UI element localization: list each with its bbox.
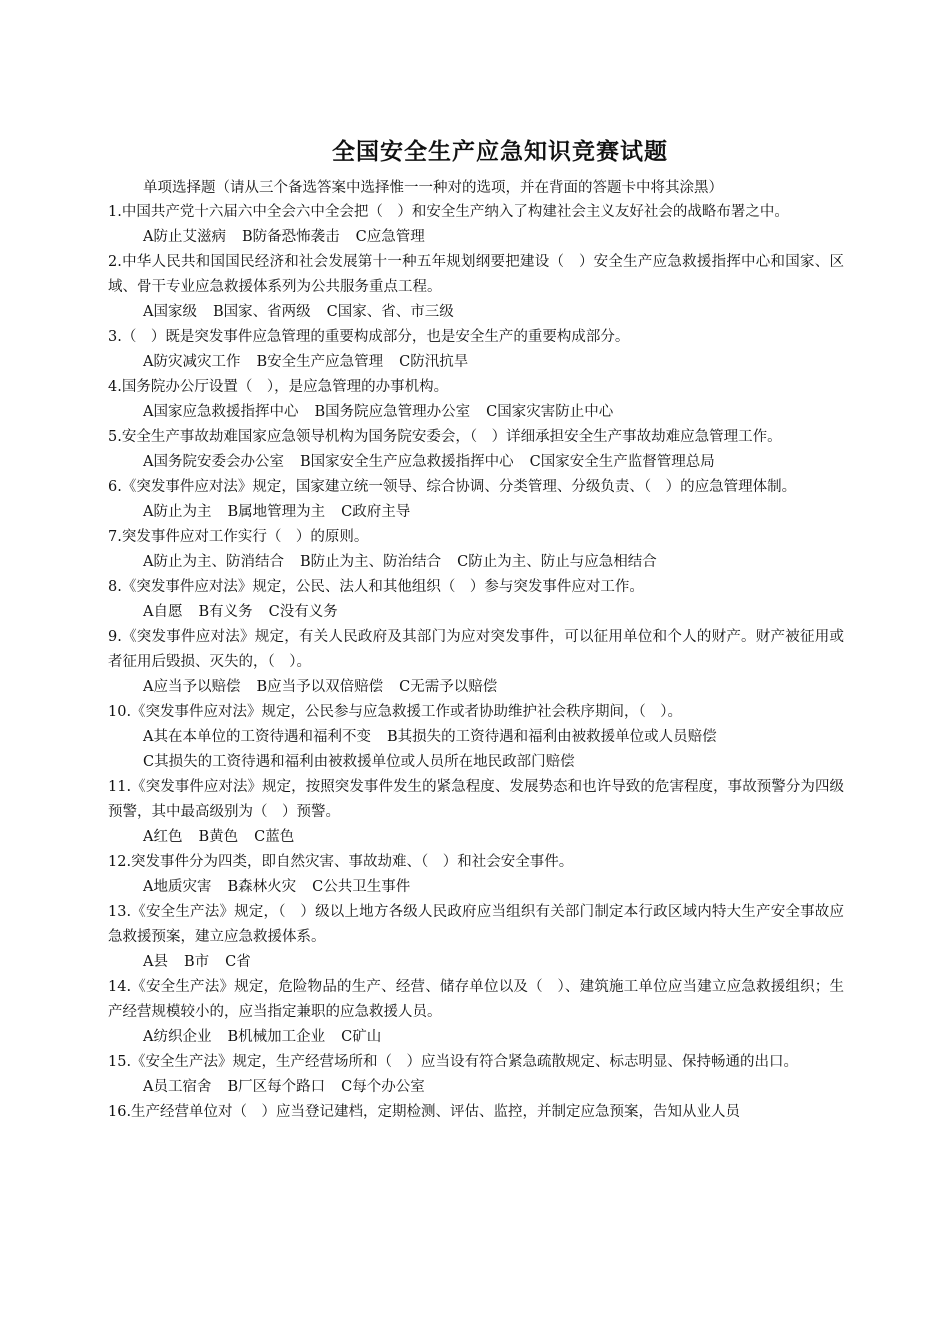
question-text: 8.《突发事件应对法》规定，公民、法人和其他组织（ ）参与突发事件应对工作。 <box>108 579 644 595</box>
answer-option: B市 <box>183 954 210 970</box>
question-text: 15.《安全生产法》规定，生产经营场所和（ ）应当设有符合紧急疏散规定、标志明显、保持畅通的出口。 <box>108 1054 799 1070</box>
question-text: 14.《安全生产法》规定，危险物品的生产、经营、储存单位以及（ ）、建筑施工单位应当建立应急救援组织；生产经营规模较小的，应当指定兼职的应急救援人员。 <box>108 979 844 1020</box>
question-text: 4.国务院办公厅设置（ ），是应急管理的办事机构。 <box>108 379 449 395</box>
option-group <box>108 825 844 850</box>
answer-option: B安全生产应急管理 <box>256 354 384 370</box>
answer-option: B应当予以双倍赔偿 <box>256 679 384 695</box>
question-text: 13.《安全生产法》规定，（ ）级以上地方各级人民政府应当组织有关部门制定本行政区域内特大生产安全事故应急救援预案，建立应急救援体系。 <box>108 904 844 945</box>
option-group <box>108 1025 844 1050</box>
answer-option: B有义务 <box>198 604 253 620</box>
question-text: 16.生产经营单位对（ ）应当登记建档，定期检测、评估、监控，并制定应急预案，告知从业人员 <box>108 1104 741 1120</box>
answer-option: C公共卫生事件 <box>312 879 411 895</box>
question-text: 5.安全生产事故劫难国家应急领导机构为国务院安委会，（ ）详细承担安全生产事故劫难应急管理工作。 <box>108 429 782 445</box>
answer-option: A其在本单位的工资待遇和福利不变 <box>143 729 371 745</box>
section-intro: 单项选择题（请从三个备选答案中选择惟一一种对的选项，并在背面的答题卡中将其涂黑） <box>143 180 723 196</box>
answer-option: A国家级 <box>143 304 197 320</box>
answer-option: C政府主导 <box>341 504 411 520</box>
option-group <box>108 875 844 900</box>
answer-option: A纺织企业 <box>143 1029 212 1045</box>
answer-option: B防备恐怖袭击 <box>241 229 340 245</box>
answer-option: A员工宿舍 <box>143 1079 212 1095</box>
answer-option: C每个办公室 <box>341 1079 425 1095</box>
answer-option: C省 <box>225 954 251 970</box>
question-list <box>108 200 844 1125</box>
option-group <box>108 450 844 475</box>
answer-option: B国家、省两级 <box>212 304 311 320</box>
answer-option: B黄色 <box>198 829 239 845</box>
answer-option: A防止为主 <box>143 504 212 520</box>
question-text: 12.突发事件分为四类，即自然灾害、事故劫难、（ ）和社会安全事件。 <box>108 854 574 870</box>
answer-option: A自愿 <box>143 604 183 620</box>
answer-option: B防止为主、防治结合 <box>299 554 442 570</box>
answer-option: A防止为主、防消结合 <box>143 554 284 570</box>
answer-option: C矿山 <box>341 1029 382 1045</box>
answer-option: C蓝色 <box>254 829 295 845</box>
answer-option: C其损失的工资待遇和福利由被救援单位或人员所在地民政部门赔偿 <box>143 754 575 770</box>
answer-option: C防汛抗旱 <box>399 354 469 370</box>
answer-option: C没有义务 <box>268 604 338 620</box>
option-group <box>108 400 844 425</box>
option-group <box>108 225 844 250</box>
answer-option: C国家安全生产监督管理总局 <box>529 454 715 470</box>
answer-option: A应当予以赔偿 <box>143 679 241 695</box>
answer-option: C国家、省、市三级 <box>326 304 454 320</box>
answer-option: C国家灾害防止中心 <box>486 404 614 420</box>
question-text: 2.中华人民共和国国民经济和社会发展第十一种五年规划纲要把建设（ ）安全生产应急救援指挥中心和国家、区域、骨干专业应急救援体系列为公共服务重点工程。 <box>108 254 844 295</box>
option-group <box>108 550 844 575</box>
answer-option: A国务院安委会办公室 <box>143 454 284 470</box>
answer-option: A县 <box>143 954 168 970</box>
answer-option: A国家应急救援指挥中心 <box>143 404 299 420</box>
option-group <box>108 675 844 700</box>
answer-option: B国家安全生产应急救援指挥中心 <box>299 454 514 470</box>
answer-option: B其损失的工资待遇和福利由被救援单位或人员赔偿 <box>386 729 717 745</box>
answer-option: B国务院应急管理办公室 <box>314 404 471 420</box>
answer-option: A红色 <box>143 829 183 845</box>
option-group <box>108 950 844 975</box>
option-group <box>108 725 844 775</box>
document-title: 全国安全生产应急知识竞赛试题 <box>332 139 668 165</box>
question-text: 10.《突发事件应对法》规定，公民参与应急救援工作或者协助维护社会秩序期间，（ ）。 <box>108 704 683 720</box>
question-text: 9.《突发事件应对法》规定，有关人民政府及其部门为应对突发事件，可以征用单位和个人的财产。财产被征用或者征用后毁损、灭失的，（ ）。 <box>108 629 844 670</box>
option-group <box>108 600 844 625</box>
option-group <box>108 350 844 375</box>
answer-option: C应急管理 <box>355 229 425 245</box>
answer-option: B属地管理为主 <box>227 504 326 520</box>
question-text: 3.（ ）既是突发事件应急管理的重要构成部分，也是安全生产的重要构成部分。 <box>108 329 630 345</box>
question-text: 11.《突发事件应对法》规定，按照突发事件发生的紧急程度、发展势态和也许导致的危害程度，事故预警分为四级预警，其中最高级别为（ ）预警。 <box>108 779 844 820</box>
option-group <box>108 300 844 325</box>
question-text: 1.中国共产党十六届六中全会六中全会把（ ）和安全生产纳入了构建社会主义友好社会的战略布署之中。 <box>108 204 789 220</box>
answer-option: A防止艾滋病 <box>143 229 226 245</box>
question-text: 6.《突发事件应对法》规定，国家建立统一领导、综合协调、分类管理、分级负责、（ ）的应急管理体制。 <box>108 479 797 495</box>
answer-option: C无需予以赔偿 <box>399 679 498 695</box>
answer-option: A地质灾害 <box>143 879 212 895</box>
answer-option: B森林火灾 <box>227 879 297 895</box>
answer-option: B厂区每个路口 <box>227 1079 326 1095</box>
option-group <box>108 500 844 525</box>
answer-option: C防止为主、防止与应急相结合 <box>457 554 657 570</box>
answer-option: B机械加工企业 <box>227 1029 326 1045</box>
question-text: 7.突发事件应对工作实行（ ）的原则。 <box>108 529 369 545</box>
option-group <box>108 1075 844 1100</box>
answer-option: A防灾减灾工作 <box>143 354 241 370</box>
